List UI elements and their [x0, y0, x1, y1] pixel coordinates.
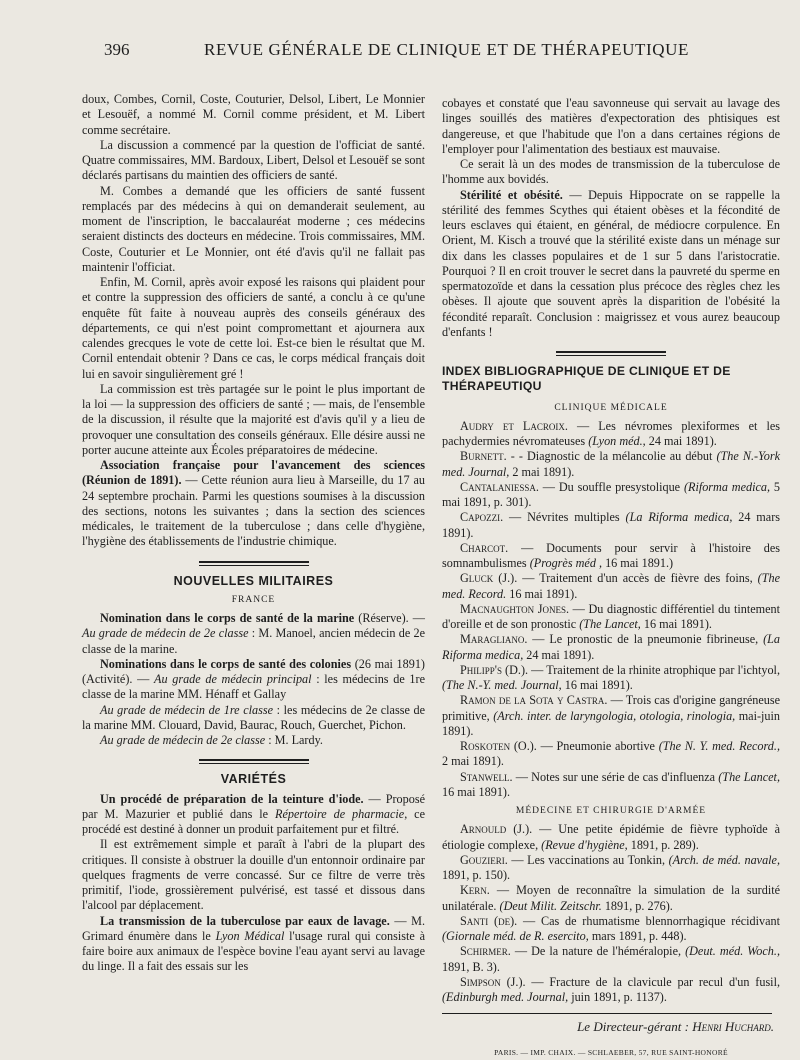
reference-entry [442, 541, 780, 572]
item-heading: Nominations dans le corps de santé des colonies [100, 656, 352, 671]
reference-date: 1891, p. 289). [627, 837, 699, 852]
reference-text: — Documents pour servir à l'histoire des somnambulismes [442, 540, 780, 570]
reference-author: Roskoten (O.). [460, 739, 537, 753]
reference-text: — Notes sur une série de cas d'influenza [512, 769, 719, 784]
divider [199, 565, 309, 566]
reference-source: (The Lancet, [579, 617, 641, 631]
reference-source: (The Lancet, [718, 769, 780, 784]
reference-entry [442, 510, 780, 541]
reference-author: Schirmer. [460, 944, 511, 959]
reference-entry [442, 975, 780, 1006]
paragraph [82, 792, 425, 838]
item-heading: La transmission de la tuberculose par eaux de lavage. [100, 913, 390, 928]
grade: Au grade de médecin principal [154, 672, 312, 686]
item-text: : les médecins de 2e classe de la marine MM. Clouard, David, Baurac, Rouch, Guerchet, Pichon. [82, 702, 425, 732]
item-text: l'usage rural qui consiste à faire boire aux animaux de l'espèce bovine l'eau ayant servi au lavage du linge. Il a fait des essais sur les [82, 928, 425, 974]
reference-date: juin 1891, p. 1137). [568, 990, 667, 1004]
reference-entry [442, 693, 780, 739]
paragraph [82, 458, 425, 550]
reference-text: — Le pronostic de la pneumonie fibrineuse, [527, 632, 764, 647]
reference-entry [442, 822, 780, 853]
grade: Au grade de médecin de 2e classe [82, 626, 249, 641]
reference-entry [442, 449, 780, 480]
reference-date: 2 mai 1891). [509, 464, 575, 479]
reference-entry [442, 663, 780, 694]
item-text: — Cette réunion aura lieu à Marseille, du 17 au 24 septembre prochain. Parmi les questions soumises à la discussion des sections, notons les suivantes ; dans la section des sciences médicales, le traitement de la tuberculose ; dans celle d'hygiène, l'hygiène des établissements de l'industrie chimique. [82, 473, 425, 549]
reference-author: Burnett. [460, 449, 507, 464]
reference-date: 2 mai 1891). [442, 754, 504, 769]
reference-date: 24 mai 1891). [645, 434, 717, 448]
reference-list [442, 822, 780, 1005]
reference-text: — Une petite épidémie de fièvre typhoïde à étiologie complexe, [442, 822, 780, 852]
item-text: : M. Manoel, ancien médecin de 2e classe de la marine. [82, 626, 425, 656]
reference-date: 24 mars 1891). [442, 510, 780, 540]
reference-source: (Arch. de méd. navale, [668, 852, 781, 867]
director-name: Henri Huchard. [692, 1019, 774, 1035]
paragraph: doux, Combes, Cornil, Coste, Couturier, Delsol, Libert, Le Monnier et Lesouëf, a nommé M. Cornil comme président, et M. Libert comme secrétaire. [82, 92, 425, 137]
reference-author: Philipp's (D.). [460, 662, 529, 677]
paragraph [82, 703, 425, 734]
reference-author: Stanwell. [460, 769, 513, 784]
reference-author: Kern. [460, 883, 490, 898]
reference-source: (Revue d'hygiène, [541, 837, 628, 852]
reference-entry [442, 770, 780, 801]
item-text: , ce procédé est destiné à donner un produit parfaitement pur et filtré. [82, 806, 425, 836]
item-text: : les médecins de 1re classe de la marine MM. Hénaff et Gallay [82, 672, 425, 702]
reference-text: — Névrites multiples [503, 510, 626, 525]
running-title: REVUE GÉNÉRALE DE CLINIQUE ET DE THÉRAPEUTIQUE [204, 40, 689, 59]
printer-imprint: PARIS. — IMP. CHAIX. — SCHLAEBER, 57, RUE SAINT-HONORÉ [494, 1047, 728, 1057]
reference-date: 16 mai 1891). [640, 617, 712, 631]
reference-source: (Deut Milit. Zeitschr. [499, 898, 602, 913]
right-column [442, 96, 780, 1060]
item-text: (Réserve). — [354, 611, 425, 625]
paragraph: Ce serait là un des modes de transmission de la tuberculose de l'homme aux bovidés. [442, 157, 780, 187]
reference-text: — Les névromes plexiformes et les pachydermies névromateuses [442, 418, 780, 448]
reference-date: 16 mai 1891). [506, 586, 578, 601]
page-number: 396 [104, 40, 130, 59]
reference-author: Maragliano. [460, 632, 528, 647]
left-column [82, 92, 425, 975]
reference-text: — Du souffle presystolique [538, 479, 684, 494]
reference-entry [442, 571, 780, 602]
reference-author: Gouzieri. [460, 852, 508, 867]
reference-date: mars 1891, p. 448). [588, 929, 687, 943]
item-heading: Stérilité et obésité. [460, 187, 563, 202]
divider [199, 763, 309, 764]
reference-date: 16 mai 1891). [561, 678, 633, 692]
reference-author: Cantalaniessa. [460, 479, 539, 494]
grade: Au grade de médecin de 2e classe [100, 733, 266, 747]
reference-author: Macnaughton Jones. [460, 601, 570, 616]
reference-date: 16 mai 1891). [442, 784, 511, 799]
reference-text: — Les vaccinations au Tonkin, [507, 852, 669, 867]
reference-source: (Riforma medica, [683, 479, 771, 494]
reference-date: 16 mai 1891.) [602, 556, 674, 570]
item-heading: Association française pour l'avancement des sciences (Réunion de 1891). [82, 458, 425, 488]
item-text: : M. Lardy. [265, 733, 323, 747]
paragraph [82, 611, 425, 657]
paragraph [82, 733, 425, 748]
reference-source: (The N.-York med. Journal, [442, 449, 781, 479]
paragraph [82, 914, 425, 975]
reference-text: — Trois cas d'origine gangréneuse primitive, [442, 693, 780, 723]
reference-date: 24 mai 1891). [523, 647, 595, 662]
section-title: INDEX BIBLIOGRAPHIQUE DE CLINIQUE ET DE THÉRAPEUTIQU [442, 364, 731, 394]
section-title: NOUVELLES MILITAIRES [173, 573, 334, 588]
subsection-title: FRANCE [231, 594, 276, 605]
reference-entry [442, 602, 780, 633]
reference-date: 1891, p. 150). [442, 868, 511, 882]
subsection-title: MÉDECINE ET CHIRURGIE D'ARMÉE [515, 806, 707, 816]
item-text: — M. Grimard énumère dans le [82, 913, 425, 943]
reference-source: (The med. Record. [442, 571, 780, 601]
reference-text: — Traitement d'un accès de fièvre des foins, [517, 571, 758, 586]
item-text: — Depuis Hippocrate on se rappelle la stérilité des femmes Scythes qui étaient obèses et la fécondité de leurs esclaves qui étaient, en général, de médiocre corpulence. En Orient, M. Kisch a trouvé que la stérilité existe dans un ménage sur dix dans les classes populaires et de 1 sur 5 dans l'aristocratie. Pourquoi ? Il en croit trouver le secret dans la pauvreté du sperme en spermatozoïde et dans la cessation plus précoce des règles chez les obèses. Il ajoute que souvent après la disparition de l'obésité la fécondité reparaît. Conclusion : maigrissez et vous aurez beaucoup d'enfants ! [442, 187, 780, 339]
reference-entry [442, 883, 780, 914]
item-text: (26 mai 1891) (Activité). — [82, 656, 425, 686]
reference-source: (Lyon méd., [588, 434, 646, 448]
reference-source: (The N. Y. med. Record., [658, 739, 780, 753]
reference-text: — De la nature de l'héméralopie, [510, 944, 686, 959]
item-heading: Nomination dans le corps de santé de la marine [100, 611, 355, 625]
paragraph [442, 188, 780, 341]
paragraph [82, 657, 425, 703]
item-heading: Un procédé de préparation de la teinture d'iode. [100, 791, 364, 806]
reference-source: (Progrès méd , [529, 556, 603, 570]
journal: Répertoire de pharmacie [275, 806, 405, 821]
reference-source: (Deut. méd. Woch., [685, 944, 780, 959]
reference-date: 1891, B. 3). [442, 959, 500, 974]
reference-source: (Arch. inter. de laryngologia, otologia, rinologia, [493, 708, 736, 723]
reference-source: (Edinburgh med. Journal, [442, 990, 569, 1004]
paragraph: cobayes et constaté que l'eau savonneuse qui servait au lavage des linges souillés des matières d'expectoration des phtisiques est dangereuse, et que l'habitude que l'on a dans certaines régions de l'employer pour l'alimentation des bestiaux est mauvaise. [442, 96, 780, 156]
paragraph: Enfin, M. Cornil, après avoir exposé les raisons qui plaident pour et contre la suppression des officiers de santé, a conclu à ce qu'une enquête fût faite à nouveau auprès des conseils généraux des départements, ce qui n'est point compromettant et ajournera aux calendes grecques le vote de cette loi. Est-ce bien le résultat que M. Cornil entendait obtenir ? Dans ce cas, le corps médical français doit lui en savoir singulièrement gré ! [82, 275, 425, 381]
reference-author: Arnould (J.). [460, 822, 533, 837]
divider [199, 759, 309, 761]
reference-entry [442, 480, 780, 511]
paragraph: M. Combes a demandé que les officiers de santé fussent remplacés par des médecins à qui on demanderait seulement, au moment de l'inscription, le baccalauréat moderne ; ces médecins seraient distincts des docteurs en médecine. Trois commissaires, MM. Coste, Couturier et Le Monnier, ont été d'avis qu'il ne fallait pas maintenir l'officiat. [82, 183, 425, 274]
reference-source: (The N.-Y. med. Journal, [442, 678, 562, 692]
paragraph: La discussion a commencé par la question de l'officiat de santé. Quatre commissaires, MM. Bardoux, Libert, Delsol et Lesouëf se sont déclarés partisans du maintien des officiers de santé. [82, 137, 425, 183]
journal: Lyon Médical [215, 928, 285, 943]
reference-date: mai-juin 1891). [442, 708, 780, 738]
reference-source: (La Riforma medica, [442, 632, 780, 662]
item-text: — Proposé par M. Mazurier et publié dans le [82, 791, 425, 821]
reference-text: — Fracture de la clavicule par recul d'un fusil, [525, 974, 781, 989]
reference-author: Audry et Lacroix. [460, 418, 568, 433]
reference-entry [442, 739, 780, 770]
paragraph: La commission est très partagée sur le point le plus important de la loi — la suppression des officiers de santé ; — mais, de l'ensemble de la discussion, il résulte que la majorité est d'avis qu'il y a lieu de provoquer une consultation des conseils généraux. Elle désire aussi ne porter aucune atteinte aux Écoles préparatoires de médecine. [82, 381, 425, 457]
reference-entry [442, 853, 780, 884]
reference-date: 5 mai 1891, p. 301). [442, 479, 780, 509]
reference-list [442, 419, 780, 800]
reference-entry [442, 944, 780, 975]
reference-text: — Traitement de la rhinite atrophique par l'ichtyol, [528, 662, 780, 677]
reference-entry [442, 419, 780, 450]
reference-source: (Giornale méd. de R. esercito, [442, 929, 589, 943]
paragraph: Il est extrêmement simple et paraît à l'abri de la plupart des critiques. Il consiste à obstruer la douille d'un entonnoir ordinaire par quelques fragments de verre concassé. Sur ce filtre de verre très primitif, l'iode, grossièrement pulvérisé, est tassé et dissous dans l'alcool par déplacement. [82, 837, 425, 913]
section-title: VARIÉTÉS [220, 772, 287, 787]
reference-author: Capozzi. [460, 510, 504, 525]
reference-author: Santi (de). [460, 913, 518, 928]
reference-author: Charcot. [460, 540, 509, 555]
reference-author: Simpson (J.). [460, 974, 526, 989]
reference-text: — Moyen de reconnaître la simulation de la surdité unilatérale. [442, 883, 780, 913]
director-label: Le Directeur-gérant : [577, 1019, 689, 1035]
reference-author: Ramon de la Sota y Castra. [460, 693, 608, 708]
reference-text: — Du diagnostic différentiel du tintement d'oreille et de son pronostic [442, 601, 781, 631]
reference-entry [442, 914, 780, 945]
reference-text: - - Diagnostic de la mélancolie au début [506, 449, 717, 464]
divider [442, 1013, 772, 1014]
reference-entry [442, 632, 780, 663]
grade: Au grade de médecin de 1re classe [100, 702, 273, 717]
reference-source: (La Riforma medica, [625, 510, 733, 525]
subsection-title: CLINIQUE MÉDICALE [554, 402, 668, 413]
divider [556, 355, 666, 356]
reference-text: — Cas de rhumatisme blennorrhagique récidivant [517, 913, 780, 928]
reference-author: Gluck (J.). [460, 571, 518, 586]
reference-text: — Pneumonie abortive [536, 739, 659, 753]
reference-date: 1891, p. 276). [601, 898, 673, 913]
divider [199, 561, 309, 563]
divider [556, 351, 666, 353]
